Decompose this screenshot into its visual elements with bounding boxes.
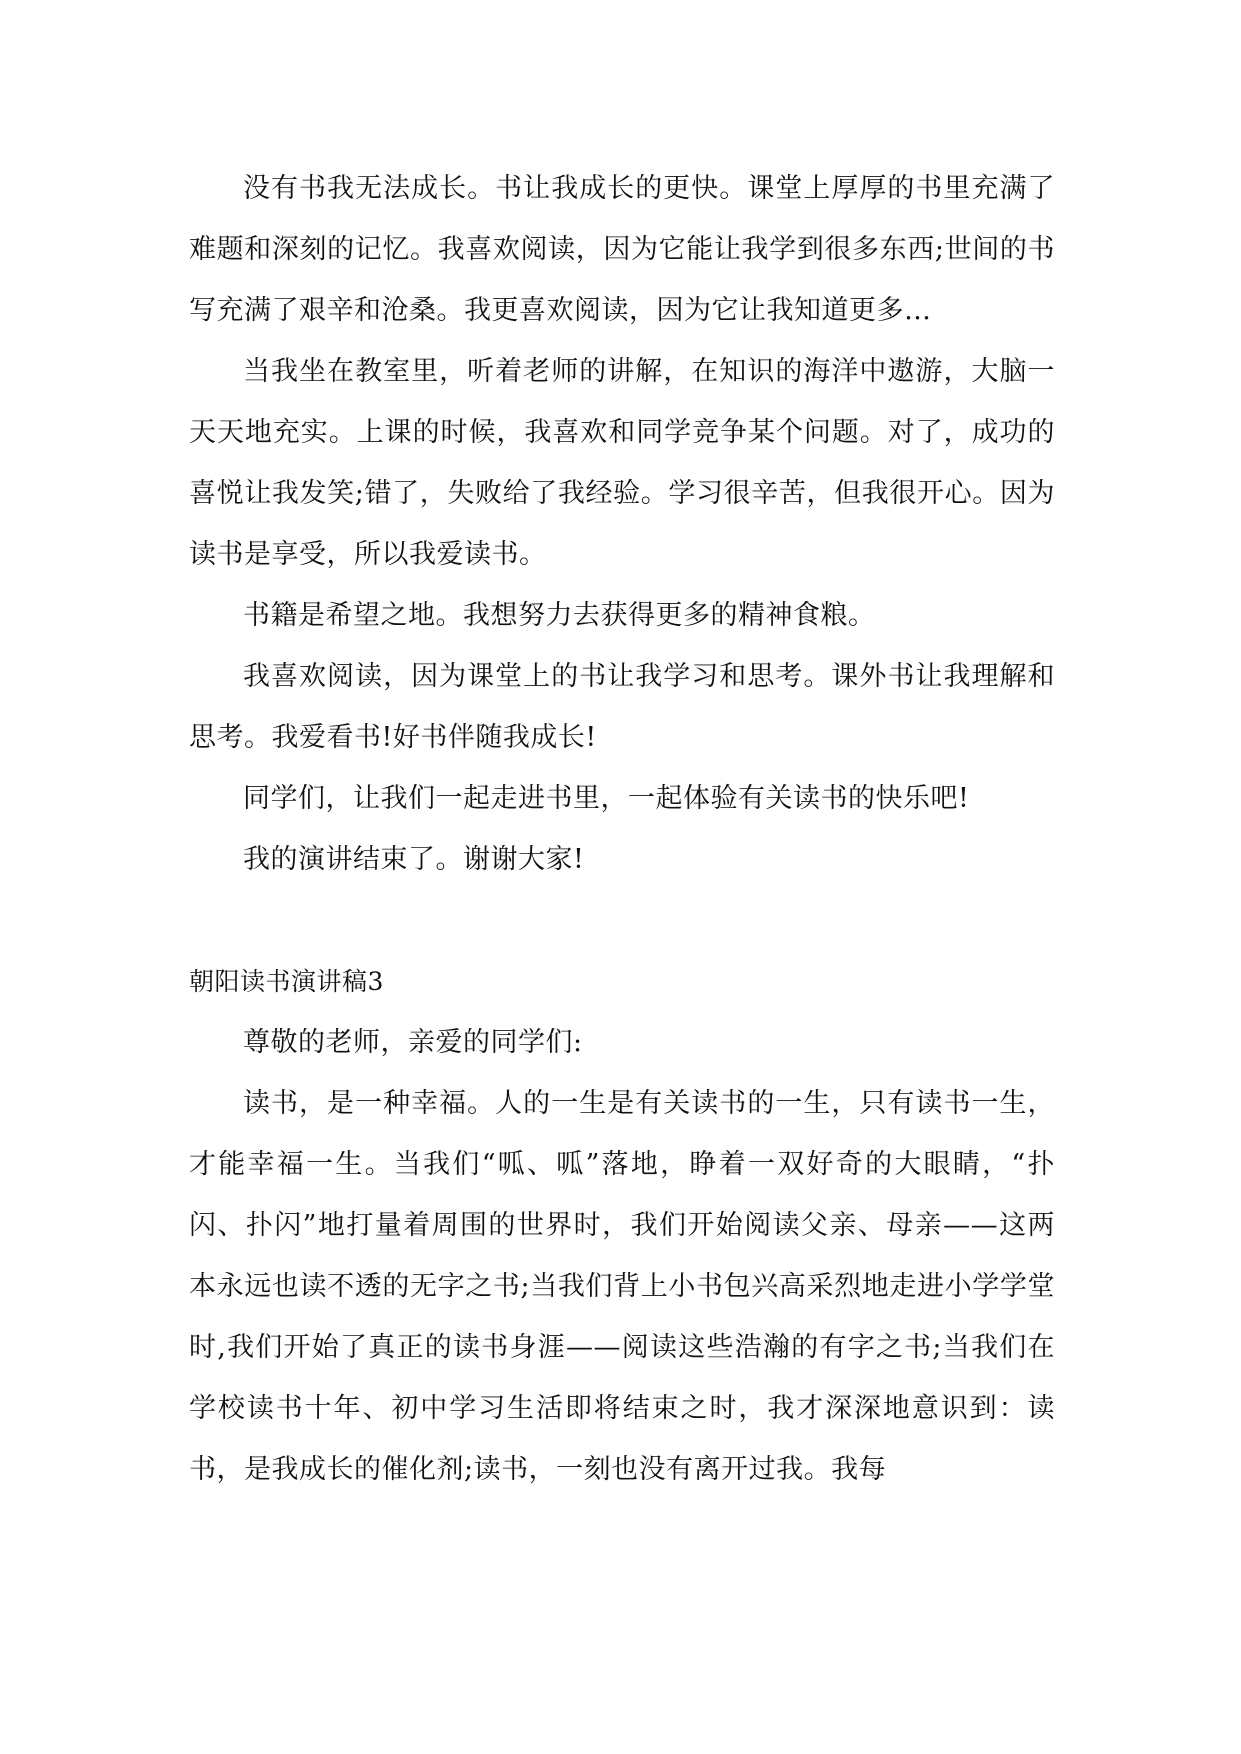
- paragraph: 我的演讲结束了。谢谢大家!: [243, 844, 585, 875]
- paragraph: 书籍是希望之地。我想努力去获得更多的精神食粮。: [243, 600, 876, 631]
- paragraph: 没有书我无法成长。书让我成长的更快。课堂上厚厚的书里充满了难题和深刻的记忆。我喜欢阅读，因为它能让我学到很多东西;世间的书写充满了艰辛和沧桑。我更喜欢阅读，因为它让我知道更多…: [189, 173, 1055, 326]
- paragraph: 我喜欢阅读，因为课堂上的书让我学习和思考。课外书让我理解和思考。我爱看书!好书伴随我成长!: [189, 661, 1055, 753]
- section-spacer: [189, 890, 1055, 951]
- paragraph: 读书，是一种幸福。人的一生是有关读书的一生，只有读书一生，才能幸福一生。当我们“呱、呱”落地，睁着一双好奇的大眼睛，“扑闪、扑闪”地打量着周围的世界时，我们开始阅读父亲、母亲——这两本永远也读不透的无字之书;当我们背上小书包兴高采烈地走进小学学堂时,我们开始了真正的读书身涯——阅读这些浩瀚的有字之书;当我们在学校读书十年、初中学习生活即将结束之时，我才深深地意识到：读书，是我成长的催化剂;读书，一刻也没有离开过我。我每: [189, 1088, 1055, 1485]
- paragraph: 同学们，让我们一起走进书里，一起体验有关读书的快乐吧!: [243, 783, 970, 814]
- paragraph: 当我坐在教室里，听着老师的讲解，在知识的海洋中遨游，大脑一天天地充实。上课的时候，我喜欢和同学竞争某个问题。对了，成功的喜悦让我发笑;错了，失败给了我经验。学习很辛苦，但我很开心。因为读书是享受，所以我爱读书。: [189, 356, 1055, 570]
- document-body: [189, 158, 1055, 1500]
- salutation: 尊敬的老师，亲爱的同学们:: [243, 1027, 583, 1058]
- section-heading: 朝阳读书演讲稿3: [189, 967, 384, 996]
